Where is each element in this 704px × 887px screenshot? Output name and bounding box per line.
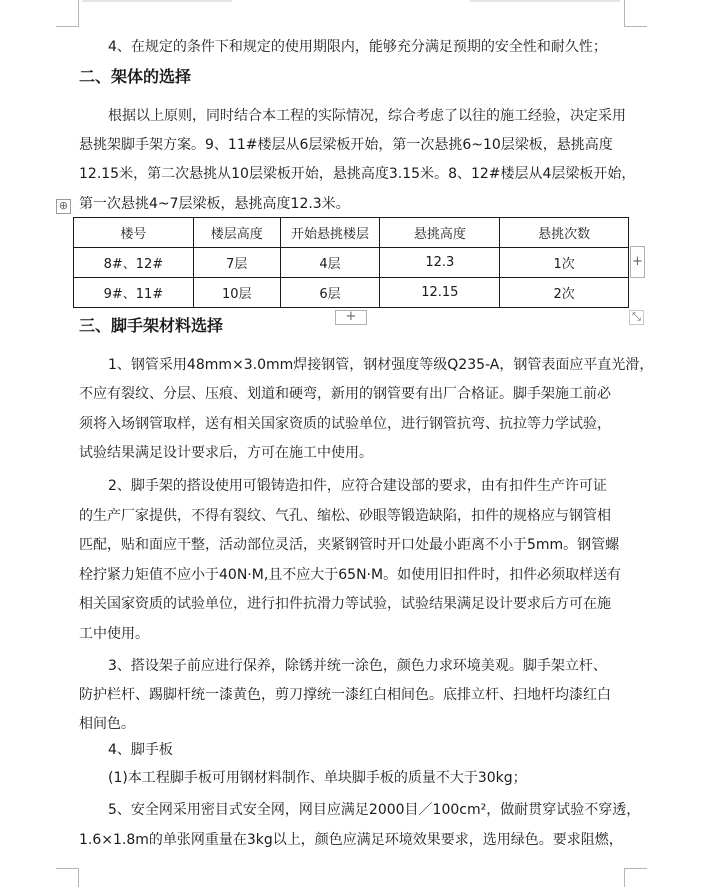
table-cell: 2次 (500, 278, 629, 308)
crop-mark-top-right (624, 0, 647, 27)
paragraph-line: 的生产厂家提供，不得有裂纹、气孔、缩松、砂眼等锻造缺陷，扣件的规格应与钢管相 (79, 508, 611, 524)
table-cell: 6层 (280, 278, 380, 308)
paragraph-line: 4、脚手板 (108, 742, 173, 758)
paragraph-line: 5、安全网采用密目式安全网，网目应满足2000目／100cm²，做耐贯穿试验不穿透， (108, 802, 641, 818)
paragraph-line: 12.15米，第二次悬挑从10层梁板开始，悬挑高度3.15米。8、12#楼层从4层梁板开始， (79, 166, 636, 182)
paragraph-line: 须将入场钢管取样，送有相关国家资质的试验单位，进行钢管抗弯、抗拉等力学试验， (79, 416, 611, 432)
paragraph-line: 工中使用。 (79, 626, 149, 642)
crop-mark-bottom-right (624, 868, 647, 887)
table-header-cell: 楼号 (74, 218, 194, 248)
paragraph-line: 2、脚手架的搭设使用可锻铸造扣件，应符合建设部的要求，由有扣件生产许可证 (108, 478, 607, 494)
table-header-cell: 悬挑高度 (380, 218, 500, 248)
table-cell: 12.15 (380, 278, 500, 308)
paragraph-line: 栓拧紧力矩值不应小于40N·M,且不应大于65N·M。如使用旧扣件时，扣件必须取样送有 (79, 567, 622, 583)
crop-mark-top-left (56, 0, 79, 27)
table-header-cell: 楼层高度 (193, 218, 280, 248)
paragraph-line: 1.6×1.8m的单张网重量在3kg以上，颜色应满足环境效果要求，选用绿色。要求阻燃， (79, 832, 623, 848)
table-header-row (74, 218, 629, 248)
paragraph-line: (1)本工程脚手板可用钢材料制作、单块脚手板的质量不大于30kg； (108, 770, 527, 786)
paragraph-line: 不应有裂纹、分层、压痕、划道和硬弯，新用的钢管要有出厂合格证。脚手架施工前必 (79, 386, 611, 402)
table-row (74, 248, 629, 278)
paragraph-line: 相关国家资质的试验单位，进行扣件抗滑力等试验，试验结果满足设计要求后方可在施 (79, 596, 611, 612)
paragraph-line: 相间色。 (79, 716, 135, 732)
paragraph-line: 根据以上原则，同时结合本工程的实际情况，综合考虑了以往的施工经验，决定采用 (108, 108, 626, 124)
paragraph-line: 第一次悬挑4~7层梁板，悬挑高度12.3米。 (79, 196, 350, 212)
table-cell: 12.3 (380, 248, 500, 278)
table-cell: 7层 (193, 248, 280, 278)
table-cell: 10层 (193, 278, 280, 308)
header-fragment-right (470, 0, 620, 2)
paragraph-line: 悬挑架脚手架方案。9、11#楼层从6层梁板开始，第一次悬挑6~10层梁板，悬挑高度 (79, 137, 613, 153)
table-resize-handle-icon[interactable]: ⤡ (629, 310, 644, 325)
table-row (74, 278, 629, 308)
table-header-cell: 开始悬挑楼层 (280, 218, 380, 248)
paragraph-line: 1、钢管采用48mm×3.0mm焊接钢管，钢材强度等级Q235-A，钢管表面应平直光滑， (108, 357, 654, 373)
header-fragment-left (82, 0, 232, 2)
add-column-icon[interactable]: + (630, 246, 645, 278)
paragraph-line: 匹配，贴和面应干整，活动部位灵活，夹紧钢管时开口处最小距离不小于5mm。钢管螺 (79, 537, 620, 553)
paragraph-line: 4、在规定的条件下和规定的使用期限内，能够充分满足预期的安全性和耐久性； (108, 39, 607, 55)
scaffold-table (73, 217, 629, 308)
table-header-cell: 悬挑次数 (500, 218, 629, 248)
heading-section-2: 二、架体的选择 (79, 67, 192, 86)
paragraph-line: 防护栏杆、踢脚杆统一漆黄色，剪刀撑统一漆红白相间色。底排立杆、扫地杆均漆红白 (79, 687, 611, 703)
table-cell: 9#、11# (74, 278, 194, 308)
add-row-icon[interactable]: + (335, 310, 367, 325)
crop-mark-bottom-left (56, 868, 79, 887)
table-move-handle-icon[interactable]: ⊕ (56, 199, 71, 214)
table-cell: 8#、12# (74, 248, 194, 278)
paragraph-line: 3、搭设架子前应进行保养，除锈并统一涂色，颜色力求环境美观。脚手架立杆、 (108, 658, 607, 674)
table-cell: 4层 (280, 248, 380, 278)
heading-section-3: 三、脚手架材料选择 (79, 316, 224, 335)
table-cell: 1次 (500, 248, 629, 278)
paragraph-line: 试验结果满足设计要求后，方可在施工中使用。 (79, 445, 373, 461)
